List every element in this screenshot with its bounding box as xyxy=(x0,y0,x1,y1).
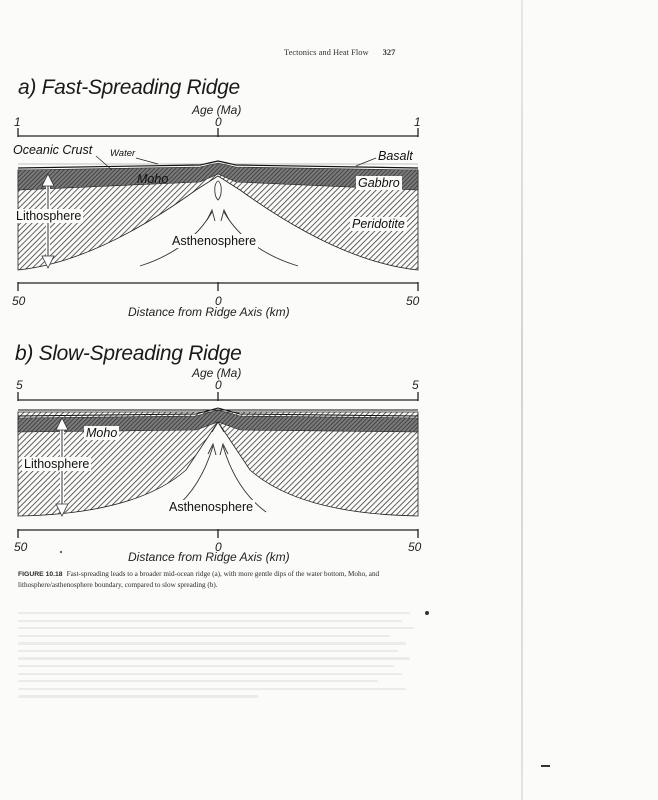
panel-a-age-axis-title: Age (Ma) xyxy=(192,103,242,117)
bleed-through-text xyxy=(18,612,418,703)
panel-b-age-tick-left: 5 xyxy=(16,378,23,392)
panel-b-distance-tick-left: 50 xyxy=(14,540,28,554)
label-lithosphere-a: Lithosphere xyxy=(16,209,82,223)
panel-a-magma-lens xyxy=(215,181,221,200)
panel-b-distance-axis-title: Distance from Ridge Axis (km) xyxy=(128,550,290,564)
panel-b-age-tick-center: 0 xyxy=(215,378,222,392)
panel-b-distance-axis xyxy=(18,529,418,538)
panel-a-distance-tick-center: 0 xyxy=(215,294,222,308)
panel-b-age-axis xyxy=(18,392,418,401)
panel-a-distance-axis xyxy=(18,282,418,291)
label-asthenosphere-b: Asthenosphere xyxy=(169,500,254,514)
panel-b-distance-tick-center: 0 xyxy=(215,540,222,554)
panel-a-age-tick-center: 0 xyxy=(215,115,222,129)
figure-number: FIGURE 10.18 xyxy=(18,571,63,578)
panel-a-distance-tick-right: 50 xyxy=(406,294,420,308)
label-water: Water xyxy=(110,148,136,159)
panel-a-age-tick-left: 1 xyxy=(14,115,21,129)
label-peridotite: Peridotite xyxy=(352,217,405,231)
panel-a-distance-axis-title: Distance from Ridge Axis (km) xyxy=(128,305,290,319)
panel-a-title: a) Fast-Spreading Ridge xyxy=(18,76,240,99)
running-title: Tectonics and Heat Flow xyxy=(284,47,369,57)
panel-b-age-tick-right: 5 xyxy=(412,378,419,392)
figure-caption xyxy=(18,569,413,590)
label-gabbro: Gabbro xyxy=(358,176,400,190)
label-moho-a: Moho xyxy=(137,172,169,186)
panel-b-age-axis-title: Age (Ma) xyxy=(192,366,242,380)
panel-b-title: b) Slow-Spreading Ridge xyxy=(15,342,242,365)
caption-text: Fast-spreading leads to a broader mid-ocean ridge (a), with more gentle dips of the water bottom, Moho, and lithosphere/asthenosphere boundary, compared to slow spreading (b). xyxy=(18,570,380,589)
label-asthenosphere-a: Asthenosphere xyxy=(172,234,257,248)
label-basalt: Basalt xyxy=(378,149,413,163)
label-lithosphere-b: Lithosphere xyxy=(24,457,90,471)
panel-b-distance-tick-right: 50 xyxy=(408,540,422,554)
panel-a-age-tick-right: 1 xyxy=(414,115,421,129)
label-moho-b: Moho xyxy=(86,426,118,440)
scan-speck xyxy=(425,611,429,615)
scan-speck xyxy=(60,551,62,553)
label-oceanic-crust: Oceanic Crust xyxy=(13,143,93,157)
panel-a-age-axis xyxy=(18,128,418,137)
panel-a-distance-tick-left: 50 xyxy=(12,294,26,308)
page-number: 327 xyxy=(382,47,396,57)
scan-mark xyxy=(541,765,550,767)
